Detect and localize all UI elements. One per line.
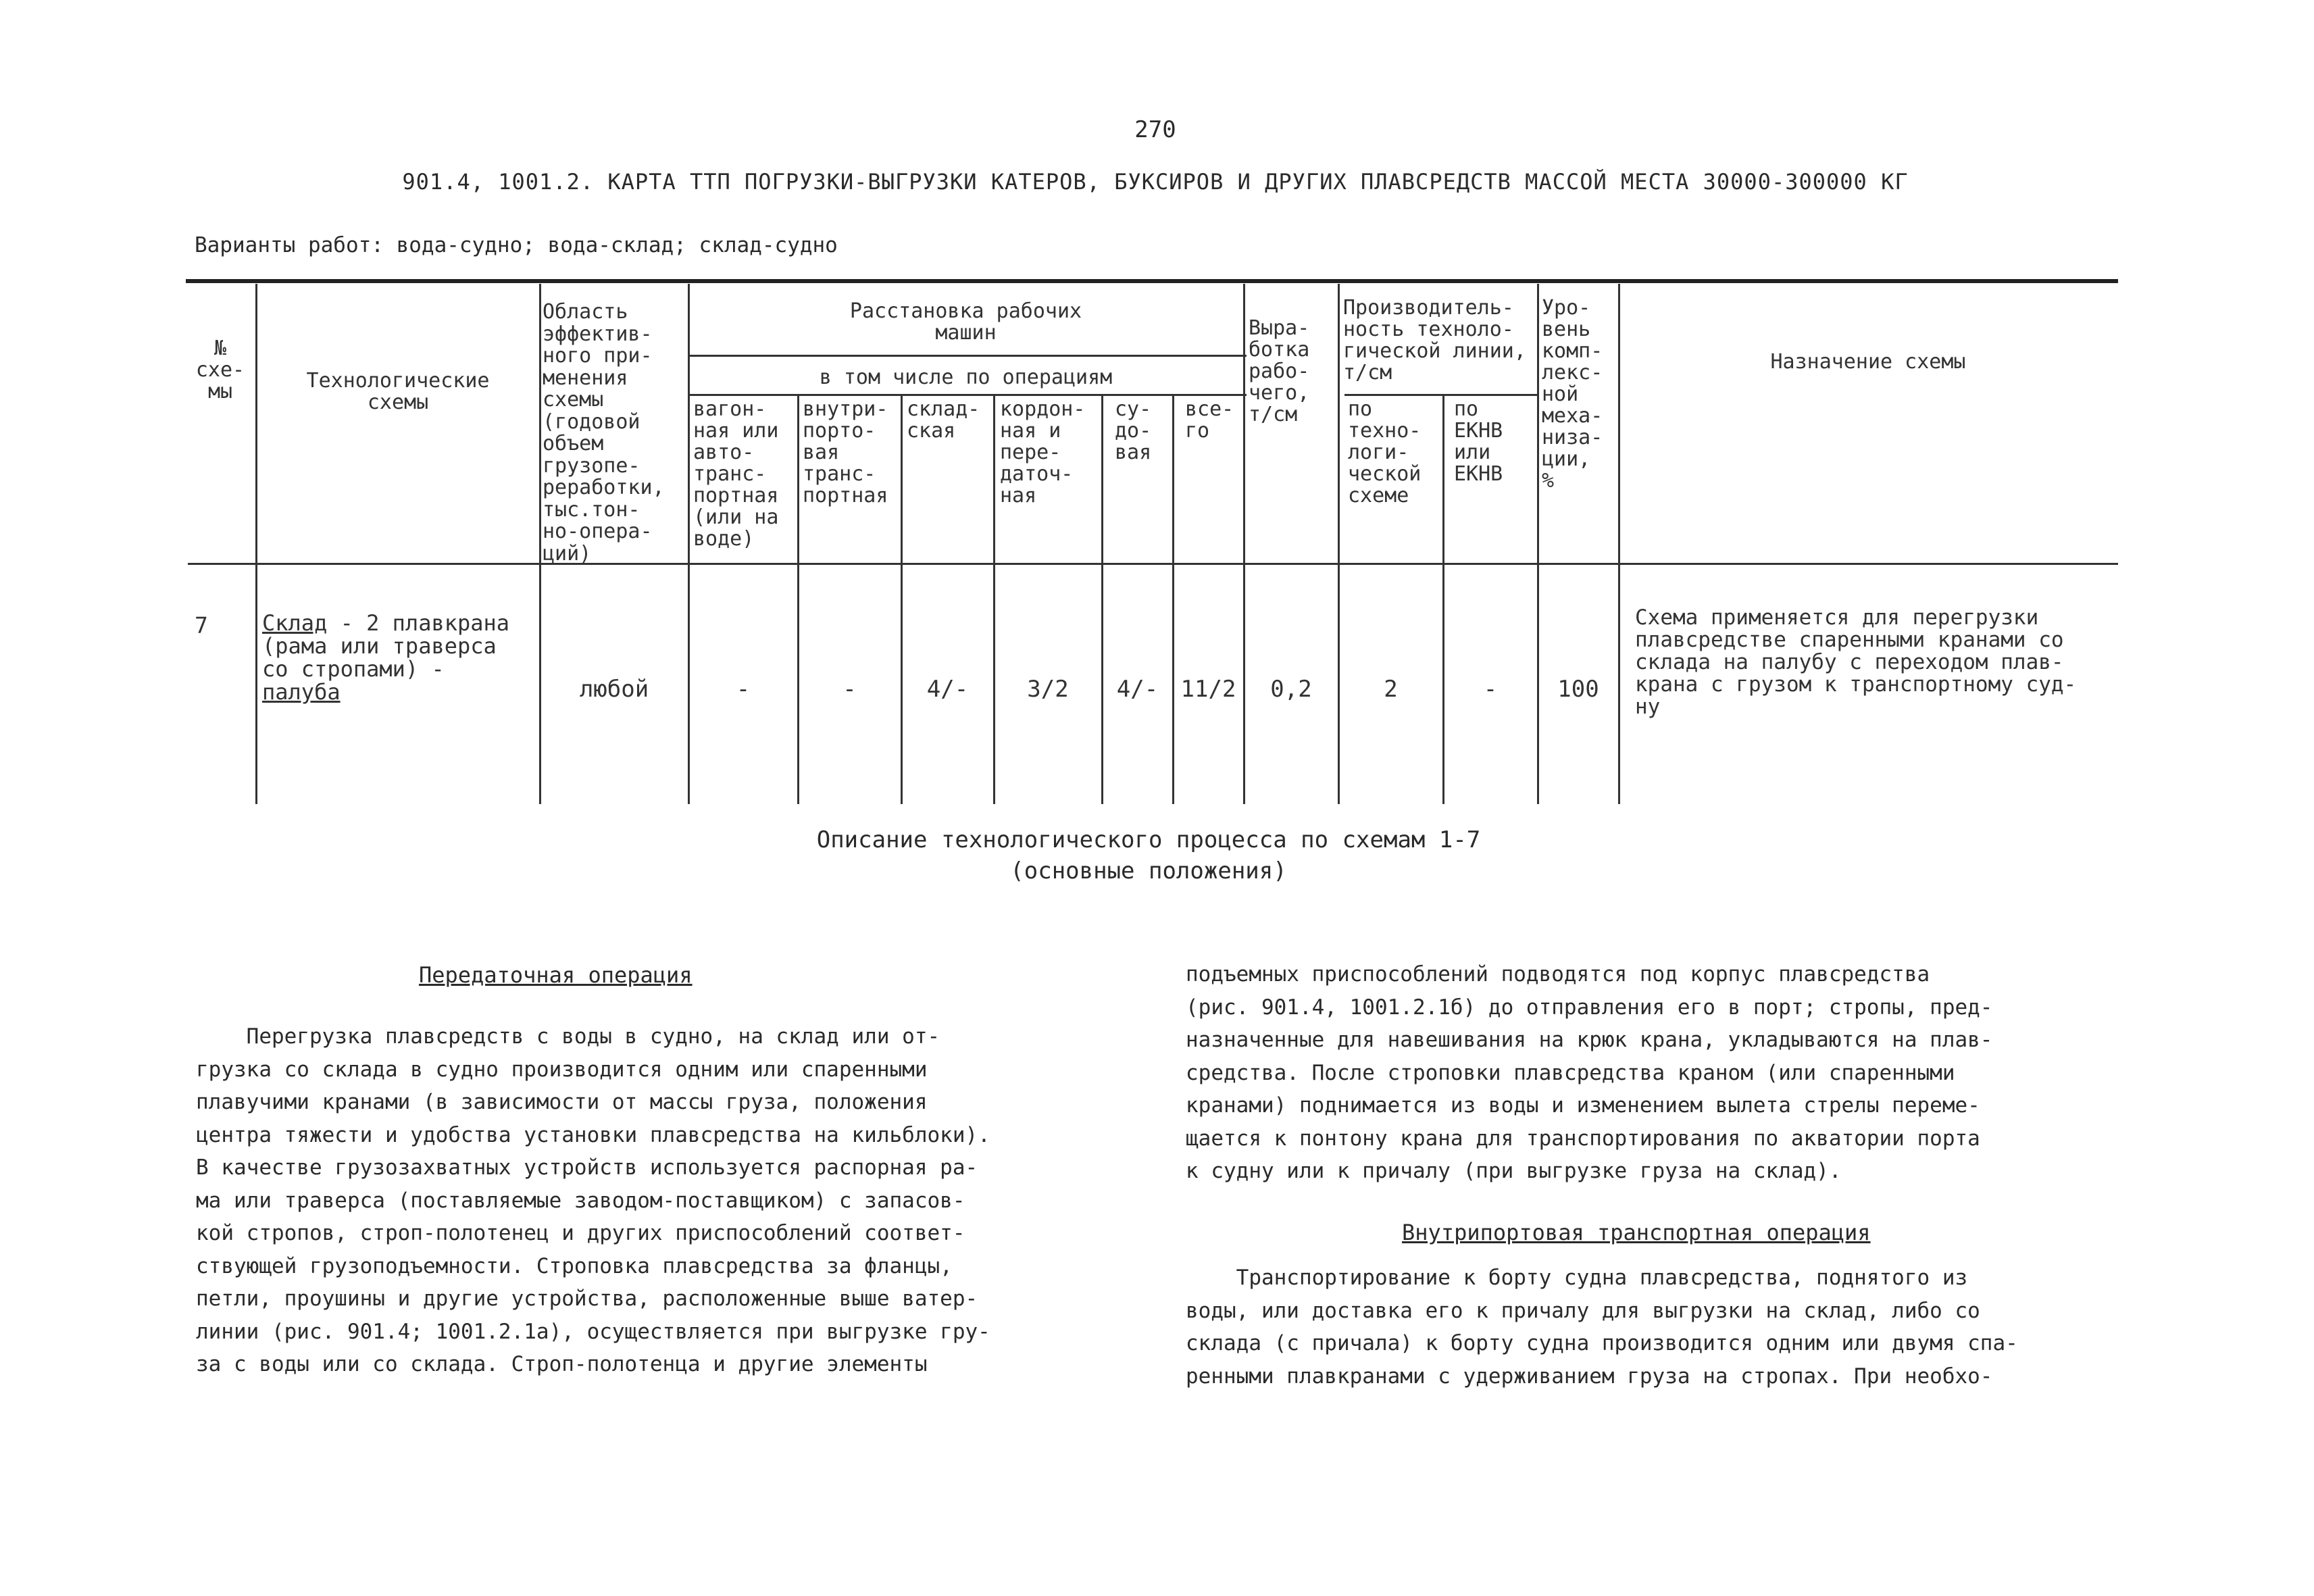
col-line (993, 394, 995, 804)
header-incl-operations: в том числе по операциям (819, 366, 1113, 389)
scheme-mid: - 2 плавкрана (рама или траверса со стропами) - (262, 610, 510, 682)
row-area: любой (579, 676, 649, 703)
document-title: 901.4, 1001.2. КАРТА ТТП ПОГРУЗКИ-ВЫГРУЗКИ КАТЕРОВ, БУКСИРОВ И ДРУГИХ ПЛАВСРЕДСТВ МАССОЙ МЕСТА 30000-300000 КГ (402, 169, 1909, 195)
header-warehouse: склад- ская (907, 397, 980, 443)
header-scheme-no: № схе- мы (195, 336, 245, 403)
header-wagon: вагон- ная или авто- транс- портная (или на воде) (693, 397, 779, 551)
row-by-ekhv: - (1483, 676, 1498, 703)
header-mechanization: Уро- вень комп- лекс- ной меха- низа- ции, % (1542, 296, 1603, 493)
header-productivity: Производитель- ность техноло- гической линии, т/см (1343, 296, 1526, 384)
header-by-ekhv: по ЕКНВ или ЕКНВ (1454, 397, 1503, 486)
header-area: Область эффектив- ного при- менения схемы (годовой объем грузопе- реработки, тыс.тон- но-опера- ций) (543, 300, 665, 566)
row-scheme-no: 7 (195, 612, 208, 639)
placement-divider (689, 355, 1247, 357)
right-section-heading: Внутрипортовая транспортная операция (1402, 1220, 1871, 1245)
right-column-text-top: подъемных приспособлений подводятся под корпус плавсредства (рис. 901.4, 1001.2.1б) до отправления его в порт; стропы, пред- назначенные для навешивания на крюк крана, укладываются на плав- средства. После строповки плавсредства краном (или спаренными кранами) поднимается из воды и изменением вылета стрелы переме- щается к понтону крана для транспортирования по акватории порта к судну или к причалу (при выгрузке груза на склад). (1186, 962, 1993, 1183)
col-line (1172, 394, 1174, 804)
col-line (1537, 284, 1539, 804)
left-section-heading: Передаточная операция (419, 962, 693, 988)
header-by-scheme: по техно- логи- ческой схеме (1348, 397, 1422, 507)
header-placement: Расстановка рабочих машин (849, 299, 1082, 345)
header-output: Выра- ботка рабо- чего, т/см (1249, 316, 1310, 426)
row-ship: 4/- (1116, 676, 1159, 703)
row-output: 0,2 (1270, 676, 1312, 703)
header-total: все- го (1185, 397, 1234, 443)
header-ship: су- до- вая (1115, 397, 1152, 464)
col-line (539, 284, 541, 804)
right-column-text-bottom: Транспортирование к борту судна плавсредства, поднятого из воды, или доставка его к причалу для выгрузки на склад, либо со склада (с причала) к борту судна производится одним или двумя спа- ренными плавкранами с удерживанием груза на стропах. При необхо- (1186, 1266, 2018, 1389)
col-line (1338, 284, 1340, 804)
col-line (1618, 284, 1620, 804)
col-line (255, 284, 257, 804)
row-wagon: - (736, 676, 751, 703)
header-bottom-border (188, 563, 2118, 565)
row-kordon: 3/2 (1027, 676, 1069, 703)
productivity-divider (1344, 394, 1537, 396)
col-line (1101, 394, 1103, 804)
scheme-from: Склад (262, 610, 328, 636)
description-title: Описание технологического процесса по схемам 1-7 (основные положения) (816, 826, 1481, 884)
left-column-text: Перегрузка плавсредств с воды в судно, на склад или от- грузка со склада в судно производится одним или спаренными плавучими кранами (в зависимости от массы груза, положения центра тяжести и удобства установки плавсредства на кильблоки). В качестве грузозахватных устройств используется распорная ра- ма или траверса (поставляемые заводом-поставщиком) с запасов- кой стропов, строп-полотенец и других приспособлений соответ- ствующей грузоподъемности. Строповка плавсредства за фланцы, петли, проушины и другие устройства, расположенные выше ватер- линии (рис. 901.4; 1001.2.1а), осуществляется при выгрузке гру- за с воды или со склада. Строп-полотенца и другие элементы (196, 1024, 990, 1376)
col-line (797, 394, 799, 804)
row-by-scheme: 2 (1384, 676, 1398, 703)
header-kordon: кордон- ная и пере- даточ- ная (1000, 397, 1086, 507)
table-top-border (186, 279, 2118, 283)
col-line (688, 284, 690, 804)
col-line (901, 394, 903, 804)
page-number: 270 (1134, 116, 1176, 143)
operations-divider (689, 394, 1247, 396)
row-total: 11/2 (1180, 676, 1236, 703)
header-tech-schemes: Технологические схемы (306, 369, 490, 414)
header-purpose: Назначение схемы (1770, 350, 1966, 374)
row-purpose: Схема применяется для перегрузки плавсредстве спаренными кранами со склада на палубу с переходом плав- крана с грузом к транспортному суд- ну (1635, 605, 2077, 719)
row-mechanization: 100 (1557, 676, 1599, 703)
row-intraport: - (842, 676, 857, 703)
col-line (1243, 284, 1245, 804)
scheme-to: палуба (262, 679, 341, 705)
row-tech-scheme (262, 612, 536, 703)
col-line (1442, 394, 1444, 804)
row-warehouse: 4/- (926, 676, 969, 703)
header-intraport: внутри- порто- вая транс- портная (803, 397, 888, 507)
work-variants: Варианты работ: вода-судно; вода-склад; склад-судно (195, 233, 838, 257)
